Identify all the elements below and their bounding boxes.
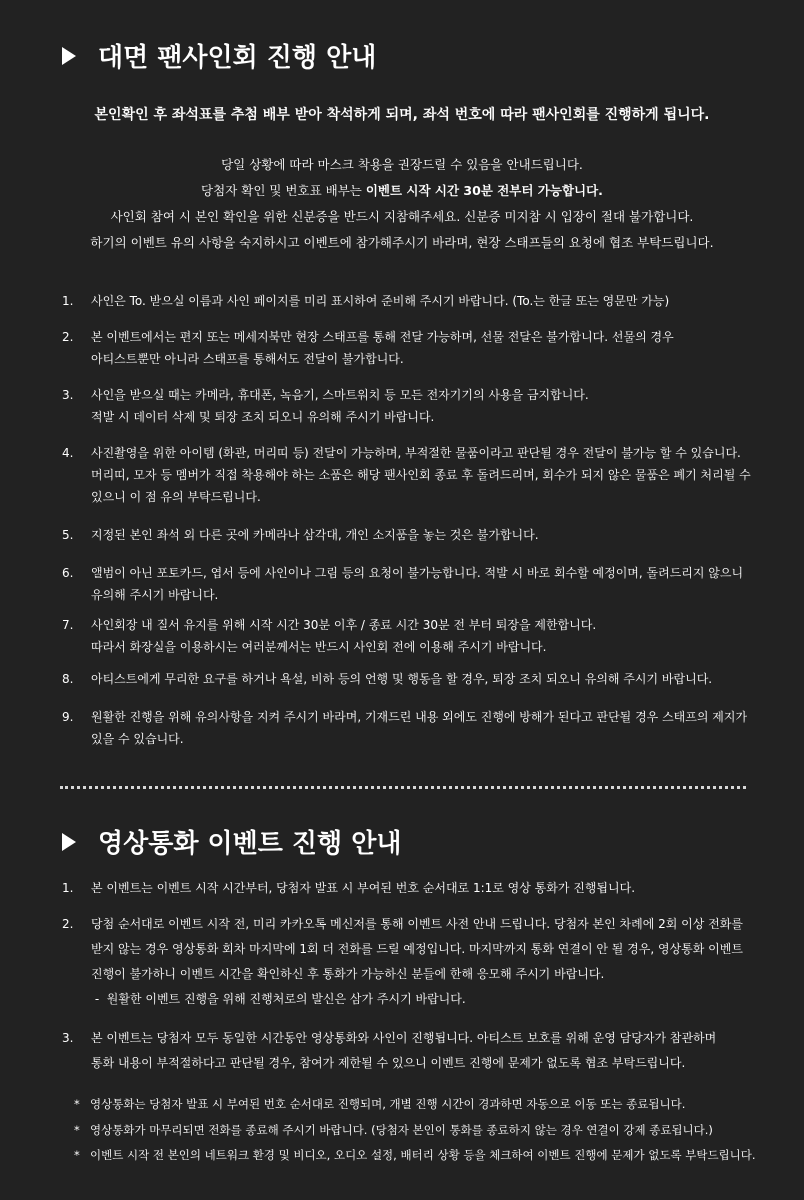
list-item: 8. 아티스트에게 무리한 요구를 하거나 욕설, 비하 등의 언행 및 행동을 할 경우, 퇴장 조치 되오니 유의해 주시기 바랍니다. (62, 672, 713, 686)
intro-line: 사인회 참여 시 본인 확인을 위한 신분증을 반드시 지참해주세요. 신분증 미지참 시 입장이 절대 불가합니다. (110, 209, 694, 224)
intro-line: 당첨자 확인 및 번호표 배부는 이벤트 시작 시간 30분 전부터 가능합니다. (201, 183, 603, 198)
list-item: 2. 본 이벤트에서는 편지 또는 메세지북만 현장 스태프를 통해 전달 가능하며, 선물 전달은 불가합니다. 선물의 경우 아티스트뿐만 아니라 스태프를 통해서도 전달이 불가합니다. (62, 330, 674, 366)
asterisk-icon: * (74, 1123, 80, 1137)
intro-line: 당일 상황에 따라 마스크 착용을 권장드릴 수 있음을 안내드립니다. (221, 157, 583, 172)
list-item: 9. 원활한 진행을 위해 유의사항을 지켜 주시기 바라며, 기재드린 내용 외에도 진행에 방해가 된다고 판단될 경우 스태프의 제지가 있을 수 있습니다. (62, 710, 748, 746)
asterisk-icon: * (74, 1097, 80, 1111)
list-item: 6. 앨범이 아닌 포토카드, 엽서 등에 사인이나 그림 등의 요청이 불가능합니다. 적발 시 바로 회수할 예정이며, 돌려드리지 않으니 유의해 주시기 바랍니다. (62, 566, 744, 602)
asterisk-icon: * (74, 1148, 80, 1162)
list-item: 1. 사인은 To. 받으실 이름과 사인 페이지를 미리 표시하여 준비해 주시기 바랍니다. (To.는 한글 또는 영문만 가능) (62, 294, 670, 308)
list-item: 5. 지정된 본인 좌석 외 다른 곳에 카메라나 삼각대, 개인 소지품을 놓는 것은 불가합니다. (62, 528, 539, 542)
intro-line: 하기의 이벤트 유의 사항을 숙지하시고 이벤트에 참가해주시기 바라며, 현장 스태프들의 요청에 협조 부탁드립니다. (90, 235, 714, 250)
play-triangle-icon (62, 833, 76, 851)
note-item: * 영상통화는 당첨자 발표 시 부여된 번호 순서대로 진행되며, 개별 진행 시간이 경과하면 자동으로 이동 또는 종료됩니다. (74, 1094, 774, 1114)
section1-heading (62, 37, 376, 74)
list-item: 3. 사인을 받으실 때는 카메라, 휴대폰, 녹음기, 스마트워치 등 모든 전자기기의 사용을 금지합니다. 적발 시 데이터 삭제 및 퇴장 조치 되오니 유의해 주시기 바랍니다. (62, 388, 589, 424)
list-item: 3. 본 이벤트는 당첨자 모두 동일한 시간동안 영상통화와 사인이 진행됩니다. 아티스트 보호를 위해 운영 담당자가 참관하며 통화 내용이 부적절하다고 판단될 경우, 참여가 제한될 수 있으니 이벤트 진행에 문제가 없도록 협조 부탁드립니다. (62, 1031, 717, 1070)
section2-heading (62, 823, 401, 860)
dotted-divider (60, 786, 746, 789)
play-triangle-icon (62, 47, 76, 65)
list-item: 7. 사인회장 내 질서 유지를 위해 시작 시간 30분 이후 / 종료 시간 30분 전 부터 퇴장을 제한합니다. 따라서 화장실을 이용하시는 여러분께서는 반드시 사인회 전에 이용해 주시기 바랍니다. (62, 618, 597, 654)
list-item: 4. 사진촬영을 위한 아이템 (화관, 머리띠 등) 전달이 가능하며, 부적절한 물품이라고 판단될 경우 전달이 불가능 할 수 있습니다. 머리띠, 모자 등 멤버가 직접 착용해야 하는 소품은 해당 팬사인회 종료 후 돌려드리며, 회수가 되지 않은 물품은 폐기 처리될 수 있으니 이 점 유의 부탁드립니다. (62, 446, 751, 504)
section2-title: 영상통화 이벤트 진행 안내 (98, 829, 402, 859)
list-item: 1. 본 이벤트는 이벤트 시작 시간부터, 당첨자 발표 시 부여된 번호 순서대로 1:1로 영상 통화가 진행됩니다. (62, 881, 636, 895)
note-item: * 영상통화가 마무리되면 전화를 종료해 주시기 바랍니다. (당첨자 본인이 통화를 종료하지 않는 경우 연결이 강제 종료됩니다.) (74, 1120, 774, 1140)
intro-emphasis: 이벤트 시작 시간 30분 전부터 가능합니다. (365, 183, 603, 198)
section1-intro (0, 152, 804, 256)
list-item: 2. 당첨 순서대로 이벤트 시작 전, 미리 카카오톡 메신저를 통해 이벤트 사전 안내 드립니다. 당첨자 본인 차례에 2회 이상 전화를 받지 않는 경우 영상통화 회차 마지막에 1회 더 전화를 드릴 예정입니다. 마지막까지 통화 연결이 안 될 경우, 영상통화 이벤트 진행이 불가하니 이벤트 시간을 확인하신 후 통화가 가능하신 분들에 한해 응모해 주시기 바랍니다. - 원활한 이벤트 진행을 위해 진행처로의 발신은 삼가 주시기 바랍니다. (62, 917, 743, 1006)
section1-lead: 본인확인 후 좌석표를 추첨 배부 받아 착석하게 되며, 좌석 번호에 따라 팬사인회를 진행하게 됩니다. (94, 107, 710, 123)
section1-title: 대면 팬사인회 진행 안내 (98, 43, 377, 73)
note-item: * 이벤트 시작 전 본인의 네트워크 환경 및 비디오, 오디오 설정, 배터리 상황 등을 체크하여 이벤트 진행에 문제가 없도록 부탁드립니다. (74, 1145, 774, 1165)
